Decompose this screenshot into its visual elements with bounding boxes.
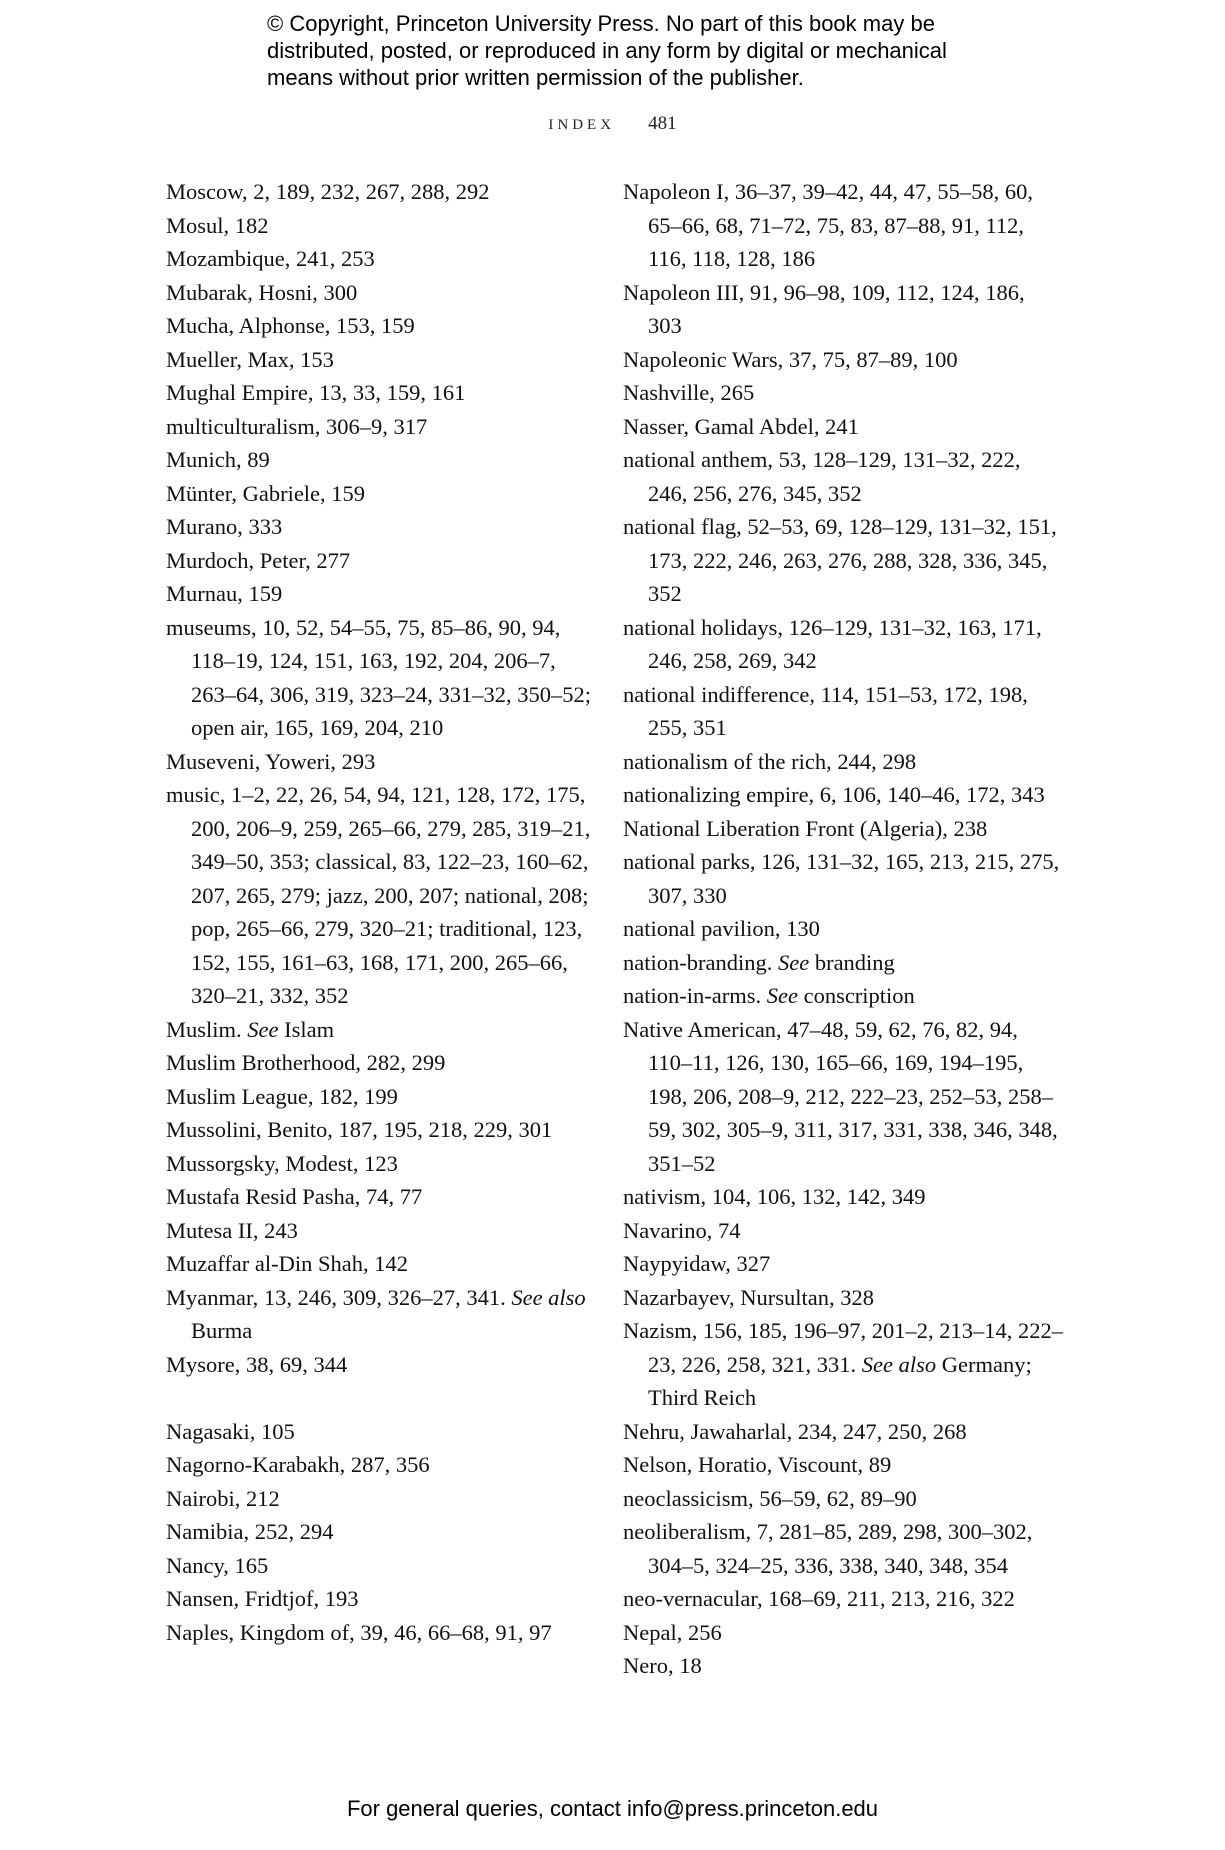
index-cross-reference-target: conscription	[797, 983, 915, 1008]
index-entry-text: Muslim Brotherhood, 282, 299	[166, 1050, 446, 1075]
index-entry-text: Nagorno-Karabakh, 287, 356	[166, 1452, 430, 1477]
index-entry	[623, 1013, 1063, 1181]
index-entry	[623, 1448, 1063, 1482]
index-entry	[166, 1281, 596, 1348]
copyright-notice: © Copyright, Princeton University Press. No part of this book may be distributed, posted, or reproduced in any form by digital or mechanical means without prior written permission of the publisher.	[267, 11, 947, 90]
index-entry-text: Native American, 47–48, 59, 62, 76, 82, 94, 110–11, 126, 130, 165–66, 169, 194–195, 198, 206, 208–9, 212, 222–23, 252–53, 258–59, 302, 305–9, 311, 317, 331, 338, 346, 348, 351–52	[623, 1016, 1058, 1176]
index-entry	[623, 510, 1063, 611]
index-entry-text: Nelson, Horatio, Viscount, 89	[623, 1452, 892, 1477]
index-entry-text: national holidays, 126–129, 131–32, 163, 171, 246, 258, 269, 342	[623, 614, 1042, 673]
index-entry-text: Navarino, 74	[623, 1217, 741, 1243]
index-entry-text: Nairobi, 212	[166, 1485, 280, 1511]
index-entry	[166, 1616, 596, 1650]
index-entry	[623, 1314, 1063, 1415]
index-cross-reference: See	[247, 1016, 279, 1042]
index-entry-text: Napoleon III, 91, 96–98, 109, 112, 124, 186, 303	[623, 279, 1025, 338]
index-entry	[166, 1582, 596, 1616]
index-column-right	[623, 175, 1063, 1683]
index-cross-reference: See	[766, 983, 798, 1008]
index-entry-text: Nehru, Jawaharlal, 234, 247, 250, 268	[623, 1418, 967, 1444]
index-entry-text: Murnau, 159	[166, 581, 283, 606]
index-entry	[623, 376, 1063, 410]
index-entry-text: national anthem, 53, 128–129, 131–32, 222, 246, 256, 276, 345, 352	[623, 447, 1021, 506]
index-entry	[623, 812, 1063, 846]
index-entry	[166, 1247, 596, 1281]
index-entry	[623, 1482, 1063, 1516]
page-number: 481	[648, 113, 677, 134]
index-entry-text: Mueller, Max, 153	[166, 346, 334, 372]
index-entry	[623, 343, 1063, 377]
footer-contact: For general queries, contact info@press.princeton.edu	[346, 1796, 879, 1821]
index-cross-reference-target: Burma	[191, 1318, 253, 1343]
index-entry	[166, 1549, 596, 1583]
index-entry-text: nativism, 104, 106, 132, 142, 349	[623, 1184, 926, 1209]
index-entry-text: Naples, Kingdom of, 39, 46, 66–68, 91, 97	[166, 1619, 552, 1645]
index-entry-text: Muslim.	[166, 1016, 248, 1042]
index-entry	[166, 1180, 596, 1214]
index-entry-text: Mustafa Resid Pasha, 74, 77	[166, 1184, 423, 1209]
index-entry-text: neoliberalism, 7, 281–85, 289, 298, 300–302, 304–5, 324–25, 336, 338, 340, 348, 354	[623, 1519, 1033, 1578]
index-entry-text: Nazism, 156, 185, 196–97, 201–2, 213–14, 222–23, 226, 258, 321, 331.	[623, 1318, 1063, 1377]
index-entry	[623, 946, 1063, 980]
index-cross-reference: See	[777, 949, 810, 975]
index-entry	[623, 1180, 1063, 1214]
index-entry-text: Nansen, Fridtjof, 193	[166, 1586, 359, 1611]
index-entry	[623, 276, 1063, 343]
index-entry-text: Mubarak, Hosni, 300	[166, 279, 358, 305]
index-entry-text: Muzaffar al-Din Shah, 142	[166, 1251, 409, 1276]
index-entry-text: Mucha, Alphonse, 153, 159	[166, 313, 415, 338]
index-entry-text: Murano, 333	[166, 514, 283, 539]
index-entry	[166, 175, 596, 209]
index-entry-text: multiculturalism, 306–9, 317	[166, 413, 428, 439]
index-entry-text: neo-vernacular, 168–69, 211, 213, 216, 322	[623, 1586, 1015, 1611]
index-entry	[166, 242, 596, 276]
index-entry-text: nationalism of the rich, 244, 298	[623, 748, 917, 774]
index-entry-text: national parks, 126, 131–32, 165, 213, 215, 275, 307, 330	[623, 849, 1060, 908]
index-entry-text: Nancy, 165	[166, 1552, 269, 1578]
index-entry	[166, 510, 596, 544]
index-entry	[623, 678, 1063, 745]
index-entry-text: Murdoch, Peter, 277	[166, 547, 351, 573]
index-entry	[623, 1582, 1063, 1616]
index-entry-text: Munich, 89	[166, 447, 270, 472]
index-entry	[166, 209, 596, 243]
index-entry	[166, 309, 596, 343]
index-entry-text: Nazarbayev, Nursultan, 328	[623, 1284, 874, 1310]
index-entry-text: Namibia, 252, 294	[166, 1519, 334, 1544]
index-entry	[623, 1415, 1063, 1449]
index-entry-text: Münter, Gabriele, 159	[166, 480, 366, 506]
index-entry-text: Muslim League, 182, 199	[166, 1083, 398, 1109]
index-entry-text: national indifference, 114, 151–53, 172, 198, 255, 351	[623, 681, 1028, 740]
index-entry	[166, 1013, 596, 1047]
index-entry-text: Nagasaki, 105	[166, 1418, 295, 1444]
index-entry-text: Napoleonic Wars, 37, 75, 87–89, 100	[623, 346, 958, 372]
index-entry-text: Nero, 18	[623, 1653, 702, 1678]
index-entry	[166, 611, 596, 745]
index-entry	[623, 1649, 1063, 1683]
index-entry-text: Moscow, 2, 189, 232, 267, 288, 292	[166, 179, 490, 204]
index-entry	[623, 443, 1063, 510]
index-entry-text: national pavilion, 130	[623, 916, 820, 941]
index-entry-text: Mozambique, 241, 253	[166, 246, 375, 271]
index-entry-text: museums, 10, 52, 54–55, 75, 85–86, 90, 94, 118–19, 124, 151, 163, 192, 204, 206–7, 263–64, 306, 319, 323–24, 331–32, 350–52; open air, 165, 169, 204, 210	[166, 614, 592, 740]
index-entry	[166, 1147, 596, 1181]
index-entry	[166, 1515, 596, 1549]
index-entry-text: nation-in-arms.	[623, 983, 767, 1008]
index-entry	[623, 845, 1063, 912]
index-entry-text: nation-branding.	[623, 949, 778, 975]
index-entry	[623, 611, 1063, 678]
index-entry-text: Nepal, 256	[623, 1619, 722, 1645]
index-entry	[166, 1482, 596, 1516]
index-entry	[623, 778, 1063, 812]
index-entry	[623, 1515, 1063, 1582]
index-entry-text: Mussorgsky, Modest, 123	[166, 1150, 398, 1176]
index-entry	[166, 443, 596, 477]
index-entry	[166, 276, 596, 310]
index-entry-text: National Liberation Front (Algeria), 238	[623, 815, 988, 841]
index-entry-text: Mussolini, Benito, 187, 195, 218, 229, 301	[166, 1117, 553, 1142]
index-column-left	[166, 175, 596, 1649]
index-cross-reference-target: Germany; Third Reich	[648, 1351, 1032, 1410]
index-entry	[166, 1080, 596, 1114]
index-entry	[166, 745, 596, 779]
index-entry	[166, 1113, 596, 1147]
index-entry	[623, 745, 1063, 779]
index-entry	[166, 343, 596, 377]
index-cross-reference: See also	[861, 1351, 937, 1377]
index-entry-text: Nashville, 265	[623, 380, 755, 405]
index-entry	[623, 979, 1063, 1013]
index-entry-text: nationalizing empire, 6, 106, 140–46, 172, 343	[623, 782, 1045, 807]
index-entry	[166, 1214, 596, 1248]
index-entry	[623, 410, 1063, 444]
index-cross-reference-target: branding	[809, 949, 895, 975]
index-entry	[623, 912, 1063, 946]
index-entry	[166, 1448, 596, 1482]
index-entry-text: Napoleon I, 36–37, 39–42, 44, 47, 55–58, 60, 65–66, 68, 71–72, 75, 83, 87–88, 91, 112, 116, 118, 128, 186	[623, 179, 1033, 271]
index-entry	[166, 577, 596, 611]
index-entry-text: Mysore, 38, 69, 344	[166, 1351, 348, 1377]
index-entry	[166, 778, 596, 1013]
index-cross-reference: See also	[511, 1284, 586, 1310]
index-entry-text: Museveni, Yoweri, 293	[166, 748, 376, 774]
index-entry	[166, 1046, 596, 1080]
index-entry	[623, 1247, 1063, 1281]
index-entry	[623, 1281, 1063, 1315]
index-entry-text: music, 1–2, 22, 26, 54, 94, 121, 128, 172, 175, 200, 206–9, 259, 265–66, 279, 285, 319–21, 349–50, 353; classical, 83, 122–23, 160–62, 207, 265, 279; jazz, 200, 207; national, 208; pop, 265–66, 279, 320–21; traditional, 123, 152, 155, 161–63, 168, 171, 200, 265–66, 320–21, 332, 352	[166, 782, 591, 1008]
letter-group-gap	[166, 1381, 596, 1415]
index-entry	[623, 1616, 1063, 1650]
index-entry	[166, 544, 596, 578]
index-cross-reference-target: Islam	[278, 1016, 335, 1042]
index-entry	[166, 376, 596, 410]
index-entry	[166, 410, 596, 444]
index-entry-text: Mughal Empire, 13, 33, 159, 161	[166, 380, 466, 405]
index-entry	[623, 1214, 1063, 1248]
index-entry	[166, 1415, 596, 1449]
index-entry-text: Myanmar, 13, 246, 309, 326–27, 341.	[166, 1284, 512, 1310]
index-entry-text: Nasser, Gamal Abdel, 241	[623, 413, 859, 439]
index-entry	[623, 175, 1063, 276]
index-entry	[166, 477, 596, 511]
index-entry-text: neoclassicism, 56–59, 62, 89–90	[623, 1485, 917, 1511]
running-head-section: INDEX	[548, 117, 616, 133]
index-entry-text: national flag, 52–53, 69, 128–129, 131–32, 151, 173, 222, 246, 263, 276, 288, 328, 336, 345, 352	[623, 514, 1057, 606]
index-entry-text: Mutesa II, 243	[166, 1217, 298, 1243]
index-entry	[166, 1348, 596, 1382]
index-entry-text: Mosul, 182	[166, 212, 269, 238]
running-head	[0, 113, 1225, 135]
index-entry-text: Naypyidaw, 327	[623, 1251, 771, 1276]
